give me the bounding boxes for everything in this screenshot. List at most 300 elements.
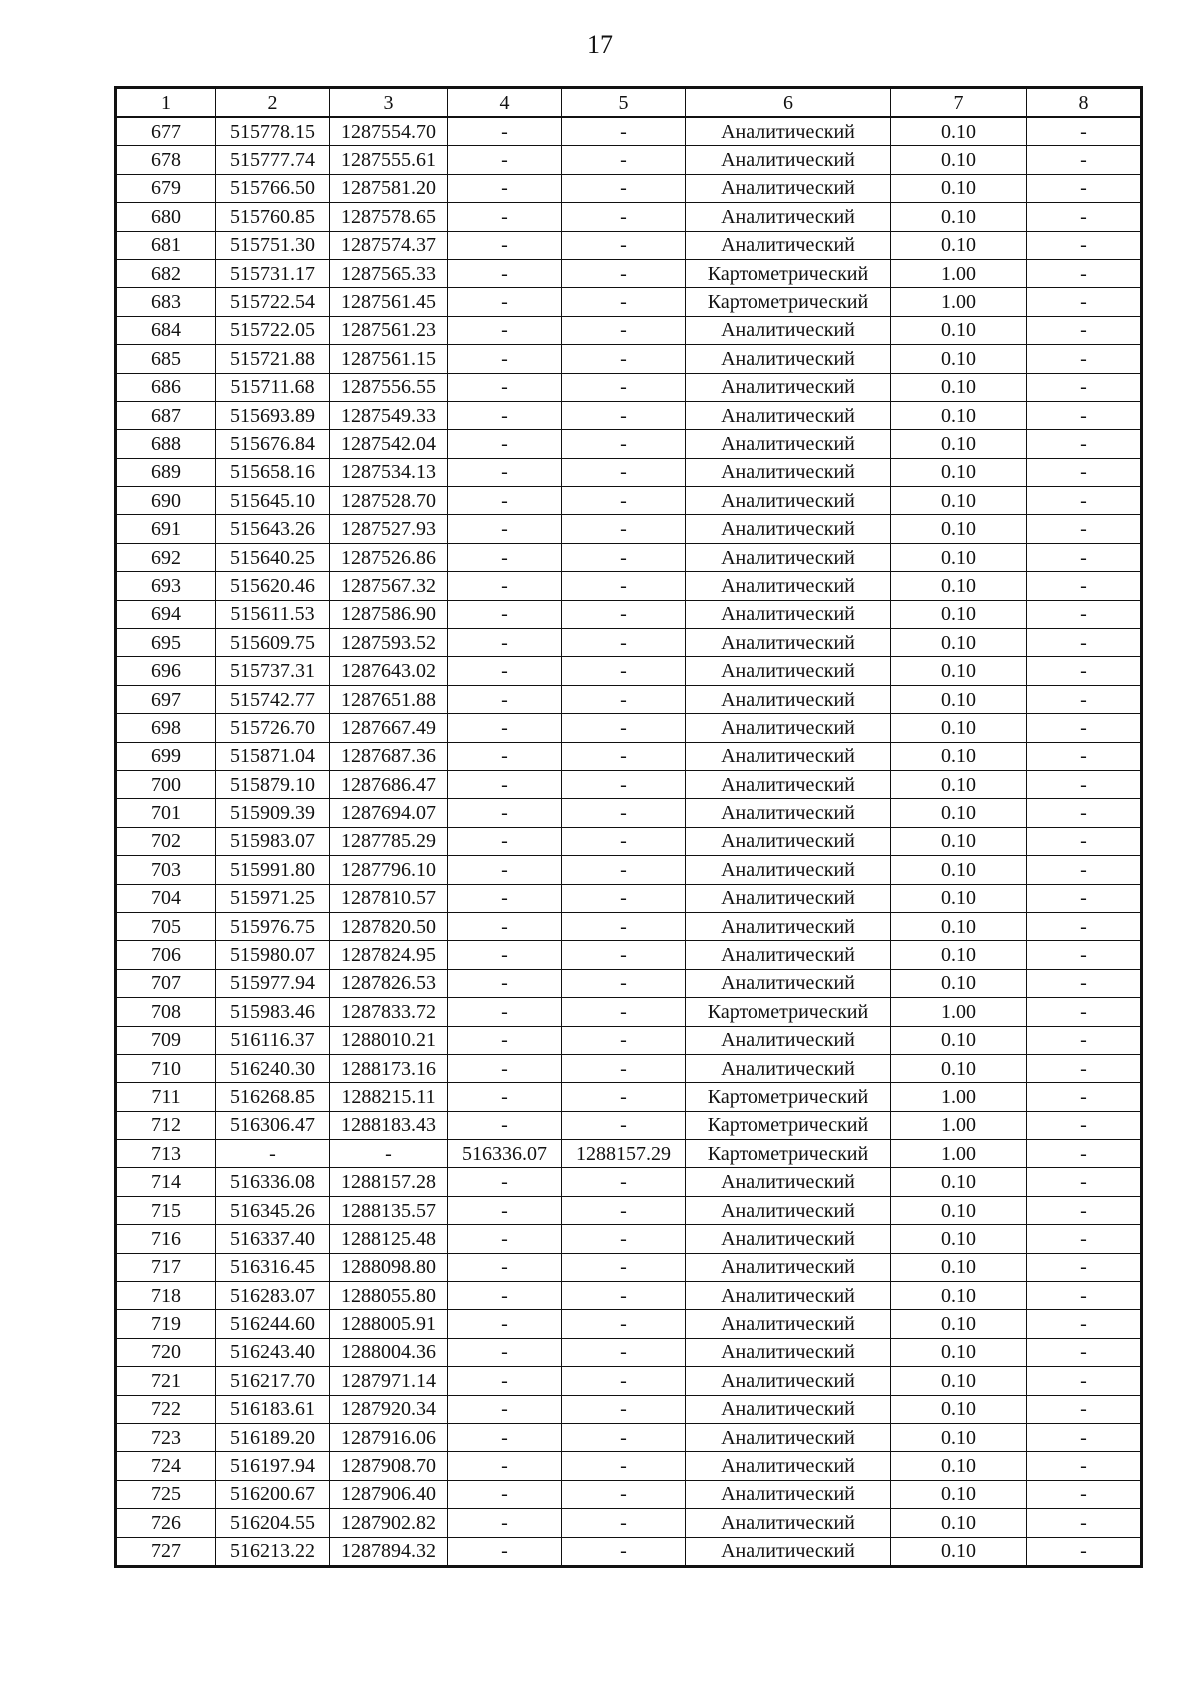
x-new-coordinate-cell: 516336.07 bbox=[448, 1140, 562, 1168]
point-number-cell: 696 bbox=[116, 657, 216, 685]
method-cell: Аналитический bbox=[686, 714, 891, 742]
x-new-coordinate-cell: - bbox=[448, 1480, 562, 1508]
x-new-coordinate-cell: - bbox=[448, 941, 562, 969]
accuracy-cell: 0.10 bbox=[891, 1480, 1027, 1508]
accuracy-cell: 0.10 bbox=[891, 629, 1027, 657]
y-new-coordinate-cell: - bbox=[562, 1367, 686, 1395]
table-row bbox=[116, 572, 1142, 600]
accuracy-cell: 0.10 bbox=[891, 345, 1027, 373]
y-new-coordinate-cell: - bbox=[562, 543, 686, 571]
accuracy-cell: 1.00 bbox=[891, 1083, 1027, 1111]
x-new-coordinate-cell: - bbox=[448, 1026, 562, 1054]
table-row bbox=[116, 1225, 1142, 1253]
table-row bbox=[116, 1452, 1142, 1480]
note-cell: - bbox=[1027, 629, 1142, 657]
note-cell: - bbox=[1027, 515, 1142, 543]
note-cell: - bbox=[1027, 146, 1142, 174]
y-new-coordinate-cell: - bbox=[562, 373, 686, 401]
x-new-coordinate-cell: - bbox=[448, 629, 562, 657]
accuracy-cell: 0.10 bbox=[891, 856, 1027, 884]
table-row bbox=[116, 912, 1142, 940]
note-cell: - bbox=[1027, 345, 1142, 373]
accuracy-cell: 0.10 bbox=[891, 884, 1027, 912]
table-row bbox=[116, 174, 1142, 202]
y-coordinate-cell: 1287826.53 bbox=[330, 969, 448, 997]
y-coordinate-cell: 1287556.55 bbox=[330, 373, 448, 401]
x-new-coordinate-cell: - bbox=[448, 742, 562, 770]
x-coordinate-cell: 515693.89 bbox=[216, 401, 330, 429]
x-coordinate-cell: 515711.68 bbox=[216, 373, 330, 401]
accuracy-cell: 0.10 bbox=[891, 373, 1027, 401]
x-new-coordinate-cell: - bbox=[448, 174, 562, 202]
point-number-cell: 708 bbox=[116, 998, 216, 1026]
y-coordinate-cell: 1288157.28 bbox=[330, 1168, 448, 1196]
x-coordinate-cell: 515977.94 bbox=[216, 969, 330, 997]
x-new-coordinate-cell: - bbox=[448, 487, 562, 515]
method-cell: Аналитический bbox=[686, 373, 891, 401]
point-number-cell: 714 bbox=[116, 1168, 216, 1196]
point-number-cell: 699 bbox=[116, 742, 216, 770]
note-cell: - bbox=[1027, 742, 1142, 770]
x-new-coordinate-cell: - bbox=[448, 117, 562, 146]
accuracy-cell: 0.10 bbox=[891, 657, 1027, 685]
y-coordinate-cell: 1287526.86 bbox=[330, 543, 448, 571]
note-cell: - bbox=[1027, 231, 1142, 259]
x-new-coordinate-cell: - bbox=[448, 259, 562, 287]
method-cell: Аналитический bbox=[686, 1452, 891, 1480]
method-cell: Аналитический bbox=[686, 799, 891, 827]
table-row bbox=[116, 856, 1142, 884]
y-new-coordinate-cell: - bbox=[562, 1537, 686, 1566]
y-coordinate-cell: 1288004.36 bbox=[330, 1338, 448, 1366]
table-row bbox=[116, 1111, 1142, 1139]
x-new-coordinate-cell: - bbox=[448, 1509, 562, 1537]
y-new-coordinate-cell: - bbox=[562, 231, 686, 259]
x-coordinate-cell: 515726.70 bbox=[216, 714, 330, 742]
accuracy-cell: 0.10 bbox=[891, 1452, 1027, 1480]
x-new-coordinate-cell: - bbox=[448, 373, 562, 401]
y-coordinate-cell: 1287824.95 bbox=[330, 941, 448, 969]
y-new-coordinate-cell: - bbox=[562, 770, 686, 798]
point-number-cell: 682 bbox=[116, 259, 216, 287]
note-cell: - bbox=[1027, 174, 1142, 202]
y-coordinate-cell: 1287561.45 bbox=[330, 288, 448, 316]
note-cell: - bbox=[1027, 1282, 1142, 1310]
point-number-cell: 722 bbox=[116, 1395, 216, 1423]
method-cell: Аналитический bbox=[686, 1509, 891, 1537]
note-cell: - bbox=[1027, 203, 1142, 231]
x-coordinate-cell: 515722.05 bbox=[216, 316, 330, 344]
accuracy-cell: 1.00 bbox=[891, 1140, 1027, 1168]
y-new-coordinate-cell: - bbox=[562, 1225, 686, 1253]
column-header: 4 bbox=[448, 88, 562, 118]
x-new-coordinate-cell: - bbox=[448, 1111, 562, 1139]
point-number-cell: 697 bbox=[116, 685, 216, 713]
x-coordinate-cell: 515611.53 bbox=[216, 600, 330, 628]
table-row bbox=[116, 1282, 1142, 1310]
y-new-coordinate-cell: - bbox=[562, 742, 686, 770]
x-coordinate-cell: 516189.20 bbox=[216, 1423, 330, 1451]
point-number-cell: 698 bbox=[116, 714, 216, 742]
point-number-cell: 724 bbox=[116, 1452, 216, 1480]
y-new-coordinate-cell: - bbox=[562, 1253, 686, 1281]
point-number-cell: 703 bbox=[116, 856, 216, 884]
point-number-cell: 726 bbox=[116, 1509, 216, 1537]
table-row bbox=[116, 714, 1142, 742]
table-row bbox=[116, 799, 1142, 827]
x-coordinate-cell: 515983.07 bbox=[216, 827, 330, 855]
y-coordinate-cell: 1287694.07 bbox=[330, 799, 448, 827]
y-coordinate-cell: 1288098.80 bbox=[330, 1253, 448, 1281]
x-new-coordinate-cell: - bbox=[448, 1310, 562, 1338]
x-coordinate-cell: 516336.08 bbox=[216, 1168, 330, 1196]
method-cell: Аналитический bbox=[686, 1423, 891, 1451]
accuracy-cell: 0.10 bbox=[891, 827, 1027, 855]
y-coordinate-cell: 1288173.16 bbox=[330, 1054, 448, 1082]
method-cell: Аналитический bbox=[686, 345, 891, 373]
y-coordinate-cell: 1288010.21 bbox=[330, 1026, 448, 1054]
y-coordinate-cell: 1287667.49 bbox=[330, 714, 448, 742]
note-cell: - bbox=[1027, 1196, 1142, 1224]
y-new-coordinate-cell: - bbox=[562, 1083, 686, 1111]
y-coordinate-cell: 1287593.52 bbox=[330, 629, 448, 657]
x-coordinate-cell: 516243.40 bbox=[216, 1338, 330, 1366]
note-cell: - bbox=[1027, 600, 1142, 628]
y-new-coordinate-cell: - bbox=[562, 941, 686, 969]
note-cell: - bbox=[1027, 1509, 1142, 1537]
y-new-coordinate-cell: - bbox=[562, 1282, 686, 1310]
x-coordinate-cell: 515879.10 bbox=[216, 770, 330, 798]
note-cell: - bbox=[1027, 117, 1142, 146]
y-new-coordinate-cell: - bbox=[562, 714, 686, 742]
table-row bbox=[116, 487, 1142, 515]
point-number-cell: 695 bbox=[116, 629, 216, 657]
y-coordinate-cell: 1287528.70 bbox=[330, 487, 448, 515]
method-cell: Аналитический bbox=[686, 401, 891, 429]
x-coordinate-cell: - bbox=[216, 1140, 330, 1168]
y-coordinate-cell: 1287574.37 bbox=[330, 231, 448, 259]
x-coordinate-cell: 515643.26 bbox=[216, 515, 330, 543]
note-cell: - bbox=[1027, 799, 1142, 827]
accuracy-cell: 0.10 bbox=[891, 1282, 1027, 1310]
method-cell: Аналитический bbox=[686, 458, 891, 486]
x-coordinate-cell: 515766.50 bbox=[216, 174, 330, 202]
x-new-coordinate-cell: - bbox=[448, 770, 562, 798]
x-new-coordinate-cell: - bbox=[448, 1225, 562, 1253]
method-cell: Аналитический bbox=[686, 1282, 891, 1310]
accuracy-cell: 0.10 bbox=[891, 458, 1027, 486]
table-row bbox=[116, 629, 1142, 657]
x-new-coordinate-cell: - bbox=[448, 1338, 562, 1366]
method-cell: Аналитический bbox=[686, 856, 891, 884]
x-coordinate-cell: 516213.22 bbox=[216, 1537, 330, 1566]
table-row bbox=[116, 742, 1142, 770]
note-cell: - bbox=[1027, 1111, 1142, 1139]
y-new-coordinate-cell: - bbox=[562, 174, 686, 202]
point-number-cell: 678 bbox=[116, 146, 216, 174]
x-new-coordinate-cell: - bbox=[448, 572, 562, 600]
method-cell: Аналитический bbox=[686, 203, 891, 231]
point-number-cell: 718 bbox=[116, 1282, 216, 1310]
method-cell: Аналитический bbox=[686, 1168, 891, 1196]
x-new-coordinate-cell: - bbox=[448, 316, 562, 344]
x-coordinate-cell: 516268.85 bbox=[216, 1083, 330, 1111]
x-coordinate-cell: 515676.84 bbox=[216, 430, 330, 458]
table-row bbox=[116, 401, 1142, 429]
accuracy-cell: 1.00 bbox=[891, 998, 1027, 1026]
y-new-coordinate-cell: - bbox=[562, 1509, 686, 1537]
x-new-coordinate-cell: - bbox=[448, 345, 562, 373]
accuracy-cell: 0.10 bbox=[891, 316, 1027, 344]
note-cell: - bbox=[1027, 827, 1142, 855]
x-coordinate-cell: 515609.75 bbox=[216, 629, 330, 657]
x-coordinate-cell: 515658.16 bbox=[216, 458, 330, 486]
y-coordinate-cell: 1287920.34 bbox=[330, 1395, 448, 1423]
x-new-coordinate-cell: - bbox=[448, 458, 562, 486]
note-cell: - bbox=[1027, 1054, 1142, 1082]
x-new-coordinate-cell: - bbox=[448, 827, 562, 855]
x-coordinate-cell: 515620.46 bbox=[216, 572, 330, 600]
x-coordinate-cell: 516240.30 bbox=[216, 1054, 330, 1082]
y-new-coordinate-cell: - bbox=[562, 1196, 686, 1224]
x-coordinate-cell: 516204.55 bbox=[216, 1509, 330, 1537]
table-row bbox=[116, 1509, 1142, 1537]
table-row bbox=[116, 316, 1142, 344]
method-cell: Аналитический bbox=[686, 742, 891, 770]
point-number-cell: 713 bbox=[116, 1140, 216, 1168]
y-coordinate-cell: - bbox=[330, 1140, 448, 1168]
y-new-coordinate-cell: - bbox=[562, 316, 686, 344]
x-coordinate-cell: 515737.31 bbox=[216, 657, 330, 685]
point-number-cell: 725 bbox=[116, 1480, 216, 1508]
x-new-coordinate-cell: - bbox=[448, 543, 562, 571]
method-cell: Аналитический bbox=[686, 884, 891, 912]
point-number-cell: 706 bbox=[116, 941, 216, 969]
point-number-cell: 693 bbox=[116, 572, 216, 600]
x-coordinate-cell: 515991.80 bbox=[216, 856, 330, 884]
accuracy-cell: 1.00 bbox=[891, 1111, 1027, 1139]
table-row bbox=[116, 685, 1142, 713]
accuracy-cell: 0.10 bbox=[891, 1196, 1027, 1224]
y-new-coordinate-cell: - bbox=[562, 629, 686, 657]
method-cell: Аналитический bbox=[686, 543, 891, 571]
y-coordinate-cell: 1288005.91 bbox=[330, 1310, 448, 1338]
accuracy-cell: 1.00 bbox=[891, 259, 1027, 287]
y-coordinate-cell: 1288183.43 bbox=[330, 1111, 448, 1139]
note-cell: - bbox=[1027, 998, 1142, 1026]
note-cell: - bbox=[1027, 1026, 1142, 1054]
point-number-cell: 715 bbox=[116, 1196, 216, 1224]
y-coordinate-cell: 1287902.82 bbox=[330, 1509, 448, 1537]
table-row bbox=[116, 259, 1142, 287]
point-number-cell: 717 bbox=[116, 1253, 216, 1281]
x-coordinate-cell: 516116.37 bbox=[216, 1026, 330, 1054]
accuracy-cell: 0.10 bbox=[891, 742, 1027, 770]
table-row bbox=[116, 1310, 1142, 1338]
y-new-coordinate-cell: - bbox=[562, 884, 686, 912]
point-number-cell: 688 bbox=[116, 430, 216, 458]
y-coordinate-cell: 1287894.32 bbox=[330, 1537, 448, 1566]
point-number-cell: 700 bbox=[116, 770, 216, 798]
table-row bbox=[116, 827, 1142, 855]
accuracy-cell: 0.10 bbox=[891, 1367, 1027, 1395]
table-row bbox=[116, 1537, 1142, 1566]
x-new-coordinate-cell: - bbox=[448, 1054, 562, 1082]
note-cell: - bbox=[1027, 458, 1142, 486]
point-number-cell: 710 bbox=[116, 1054, 216, 1082]
x-new-coordinate-cell: - bbox=[448, 969, 562, 997]
method-cell: Аналитический bbox=[686, 1367, 891, 1395]
accuracy-cell: 0.10 bbox=[891, 941, 1027, 969]
x-new-coordinate-cell: - bbox=[448, 1282, 562, 1310]
x-coordinate-cell: 516217.70 bbox=[216, 1367, 330, 1395]
y-coordinate-cell: 1288135.57 bbox=[330, 1196, 448, 1224]
x-new-coordinate-cell: - bbox=[448, 912, 562, 940]
y-new-coordinate-cell: - bbox=[562, 487, 686, 515]
x-new-coordinate-cell: - bbox=[448, 657, 562, 685]
x-coordinate-cell: 515983.46 bbox=[216, 998, 330, 1026]
y-coordinate-cell: 1287686.47 bbox=[330, 770, 448, 798]
y-new-coordinate-cell: - bbox=[562, 1395, 686, 1423]
point-number-cell: 709 bbox=[116, 1026, 216, 1054]
y-coordinate-cell: 1287561.23 bbox=[330, 316, 448, 344]
method-cell: Аналитический bbox=[686, 629, 891, 657]
note-cell: - bbox=[1027, 487, 1142, 515]
table-row bbox=[116, 1054, 1142, 1082]
method-cell: Картометрический bbox=[686, 1140, 891, 1168]
method-cell: Аналитический bbox=[686, 1196, 891, 1224]
note-cell: - bbox=[1027, 1452, 1142, 1480]
point-number-cell: 701 bbox=[116, 799, 216, 827]
point-number-cell: 687 bbox=[116, 401, 216, 429]
y-coordinate-cell: 1287561.15 bbox=[330, 345, 448, 373]
x-new-coordinate-cell: - bbox=[448, 1367, 562, 1395]
table-row bbox=[116, 1140, 1142, 1168]
y-new-coordinate-cell: - bbox=[562, 1423, 686, 1451]
y-new-coordinate-cell: 1288157.29 bbox=[562, 1140, 686, 1168]
method-cell: Аналитический bbox=[686, 1395, 891, 1423]
point-number-cell: 705 bbox=[116, 912, 216, 940]
point-number-cell: 684 bbox=[116, 316, 216, 344]
table-row bbox=[116, 770, 1142, 798]
y-new-coordinate-cell: - bbox=[562, 969, 686, 997]
note-cell: - bbox=[1027, 1367, 1142, 1395]
method-cell: Аналитический bbox=[686, 146, 891, 174]
y-new-coordinate-cell: - bbox=[562, 430, 686, 458]
table-row bbox=[116, 203, 1142, 231]
y-coordinate-cell: 1287565.33 bbox=[330, 259, 448, 287]
x-coordinate-cell: 515640.25 bbox=[216, 543, 330, 571]
accuracy-cell: 0.10 bbox=[891, 146, 1027, 174]
note-cell: - bbox=[1027, 912, 1142, 940]
note-cell: - bbox=[1027, 714, 1142, 742]
column-header: 6 bbox=[686, 88, 891, 118]
x-new-coordinate-cell: - bbox=[448, 203, 562, 231]
y-coordinate-cell: 1288125.48 bbox=[330, 1225, 448, 1253]
column-header: 8 bbox=[1027, 88, 1142, 118]
accuracy-cell: 0.10 bbox=[891, 714, 1027, 742]
accuracy-cell: 0.10 bbox=[891, 1537, 1027, 1566]
accuracy-cell: 0.10 bbox=[891, 430, 1027, 458]
method-cell: Аналитический bbox=[686, 1310, 891, 1338]
x-coordinate-cell: 516197.94 bbox=[216, 1452, 330, 1480]
y-new-coordinate-cell: - bbox=[562, 345, 686, 373]
note-cell: - bbox=[1027, 373, 1142, 401]
y-new-coordinate-cell: - bbox=[562, 685, 686, 713]
method-cell: Аналитический bbox=[686, 174, 891, 202]
accuracy-cell: 0.10 bbox=[891, 770, 1027, 798]
y-coordinate-cell: 1287651.88 bbox=[330, 685, 448, 713]
y-coordinate-cell: 1287578.65 bbox=[330, 203, 448, 231]
accuracy-cell: 0.10 bbox=[891, 600, 1027, 628]
point-number-cell: 686 bbox=[116, 373, 216, 401]
accuracy-cell: 0.10 bbox=[891, 572, 1027, 600]
method-cell: Аналитический bbox=[686, 487, 891, 515]
x-coordinate-cell: 515742.77 bbox=[216, 685, 330, 713]
table-row bbox=[116, 1338, 1142, 1366]
accuracy-cell: 0.10 bbox=[891, 1253, 1027, 1281]
method-cell: Аналитический bbox=[686, 316, 891, 344]
x-coordinate-cell: 516283.07 bbox=[216, 1282, 330, 1310]
accuracy-cell: 0.10 bbox=[891, 1423, 1027, 1451]
method-cell: Картометрический bbox=[686, 1083, 891, 1111]
y-new-coordinate-cell: - bbox=[562, 401, 686, 429]
point-number-cell: 685 bbox=[116, 345, 216, 373]
x-coordinate-cell: 516200.67 bbox=[216, 1480, 330, 1508]
table-row bbox=[116, 998, 1142, 1026]
x-new-coordinate-cell: - bbox=[448, 146, 562, 174]
table-row bbox=[116, 600, 1142, 628]
coordinates-table bbox=[114, 86, 1143, 1568]
table-row bbox=[116, 345, 1142, 373]
x-coordinate-cell: 515721.88 bbox=[216, 345, 330, 373]
method-cell: Картометрический bbox=[686, 259, 891, 287]
page-number: 17 bbox=[587, 30, 613, 59]
accuracy-cell: 0.10 bbox=[891, 174, 1027, 202]
table-row bbox=[116, 1168, 1142, 1196]
point-number-cell: 721 bbox=[116, 1367, 216, 1395]
x-new-coordinate-cell: - bbox=[448, 1083, 562, 1111]
x-coordinate-cell: 516337.40 bbox=[216, 1225, 330, 1253]
y-coordinate-cell: 1287527.93 bbox=[330, 515, 448, 543]
table-row bbox=[116, 543, 1142, 571]
point-number-cell: 680 bbox=[116, 203, 216, 231]
note-cell: - bbox=[1027, 1168, 1142, 1196]
y-coordinate-cell: 1287810.57 bbox=[330, 884, 448, 912]
note-cell: - bbox=[1027, 1480, 1142, 1508]
y-coordinate-cell: 1287908.70 bbox=[330, 1452, 448, 1480]
y-coordinate-cell: 1287687.36 bbox=[330, 742, 448, 770]
accuracy-cell: 0.10 bbox=[891, 1509, 1027, 1537]
x-new-coordinate-cell: - bbox=[448, 1168, 562, 1196]
y-new-coordinate-cell: - bbox=[562, 856, 686, 884]
point-number-cell: 712 bbox=[116, 1111, 216, 1139]
table-row bbox=[116, 231, 1142, 259]
accuracy-cell: 0.10 bbox=[891, 799, 1027, 827]
x-new-coordinate-cell: - bbox=[448, 714, 562, 742]
note-cell: - bbox=[1027, 1140, 1142, 1168]
accuracy-cell: 0.10 bbox=[891, 231, 1027, 259]
accuracy-cell: 0.10 bbox=[891, 1338, 1027, 1366]
y-coordinate-cell: 1287549.33 bbox=[330, 401, 448, 429]
accuracy-cell: 0.10 bbox=[891, 912, 1027, 940]
method-cell: Аналитический bbox=[686, 770, 891, 798]
table-row bbox=[116, 430, 1142, 458]
note-cell: - bbox=[1027, 1395, 1142, 1423]
x-new-coordinate-cell: - bbox=[448, 231, 562, 259]
y-new-coordinate-cell: - bbox=[562, 1452, 686, 1480]
y-new-coordinate-cell: - bbox=[562, 799, 686, 827]
